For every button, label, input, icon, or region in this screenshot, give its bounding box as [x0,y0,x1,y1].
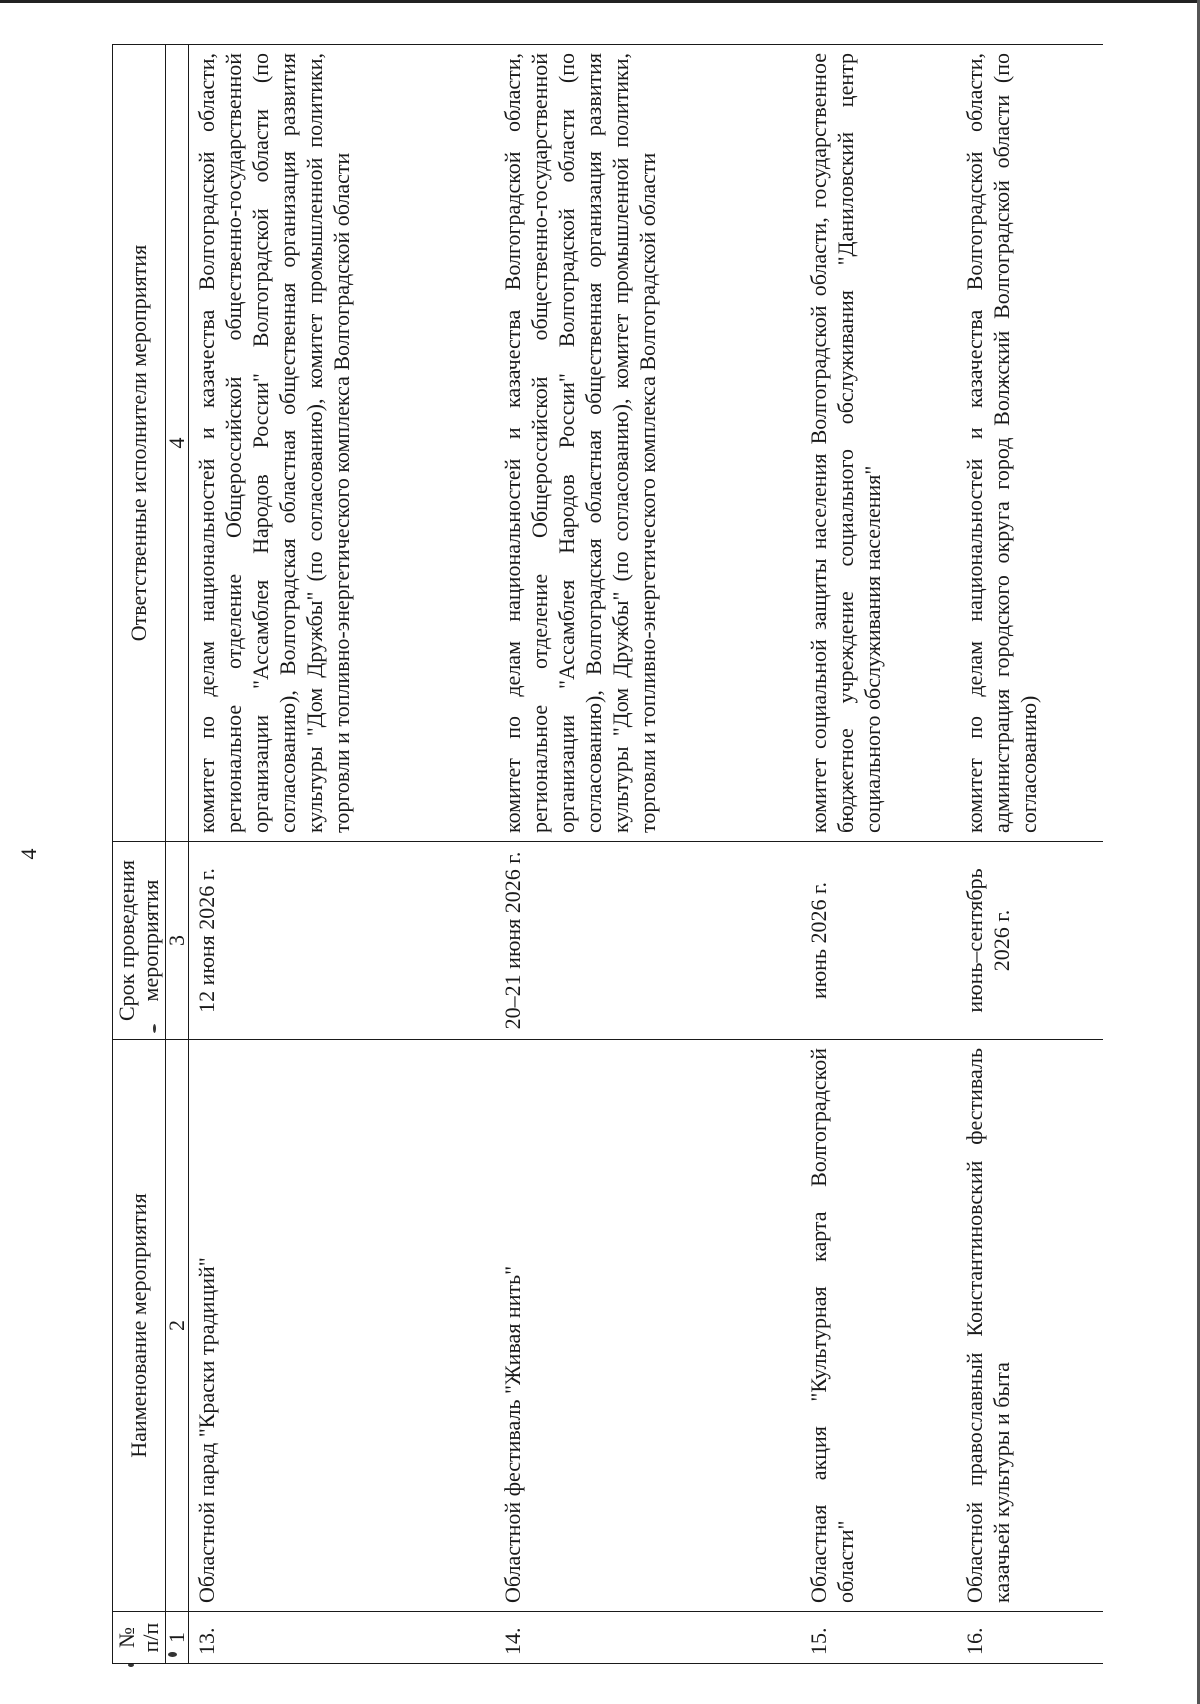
page-number: 4 [16,848,41,860]
column-number: 1 [166,1612,189,1664]
column-number: 3 [166,842,189,1040]
row-number: 15. [801,1612,957,1664]
event-executors: комитет по делам национальностей и казачества Волгоградской области, региональное отделение Общероссийской общественно-государственной организации "Ассамблея Народов России" Волгоградской области (по согласованию), Волгоградская областная общественная организация развития культуры "Дом Дружбы" (по согласованию), комитет промышленной политики, торговли и топливно-энергетического комплекса Волгоградской области [189,45,496,842]
event-name: Областной парад "Краски традиций" [189,1040,496,1612]
event-name: Областная акция "Культурная карта Волгоградской области" [801,1040,957,1612]
event-date: 12 июня 2026 г. [189,842,496,1040]
row-number: 14. [495,1612,801,1664]
column-numbers-row [166,45,189,1664]
header-event-date: Срок проведения мероприятия [113,842,166,1040]
header-event-name: Наименование мероприятия [113,1040,166,1612]
column-number: 2 [166,1040,189,1612]
table-row [957,45,1103,1664]
event-name: Областной православный Константиновский фестиваль казачьей культуры и быта [957,1040,1103,1612]
table-row [495,45,801,1664]
event-executors: комитет по делам национальностей и казачества Волгоградской области, региональное отделение Общероссийской общественно-государственной организации "Ассамблея Народов России" Волгоградской области (по согласованию), Волгоградская областная общественная организация развития культуры "Дом Дружбы" (по согласованию), комитет промышленной политики, торговли и топливно-энергетического комплекса Волгоградской области [495,45,801,842]
event-date: июнь 2026 г. [801,842,957,1040]
event-date: 20–21 июня 2026 г. [495,842,801,1040]
column-number: 4 [166,45,189,842]
row-number: 13. [189,1612,496,1664]
event-executors: комитет по делам национальностей и казачества Волгоградской области, администрация городского округа город Волжский Волгоградской области (по согласованию) [957,45,1103,842]
table-header-row [113,45,166,1664]
header-number: № п/п [113,1612,166,1664]
event-name: Областной фестиваль "Живая нить" [495,1040,801,1612]
event-executors: комитет социальной защиты населения Волгоградской области, государственное бюджетное учреждение социального обслуживания "Даниловский центр социального обслуживания населения" [801,45,957,842]
table-row [801,45,957,1664]
row-number: 16. [957,1612,1103,1664]
events-table [112,44,1103,1664]
event-date: июнь–сентябрь 2026 г. [957,842,1103,1040]
header-executors: Ответственные исполнители мероприятия [113,45,166,842]
table-row [189,45,496,1664]
